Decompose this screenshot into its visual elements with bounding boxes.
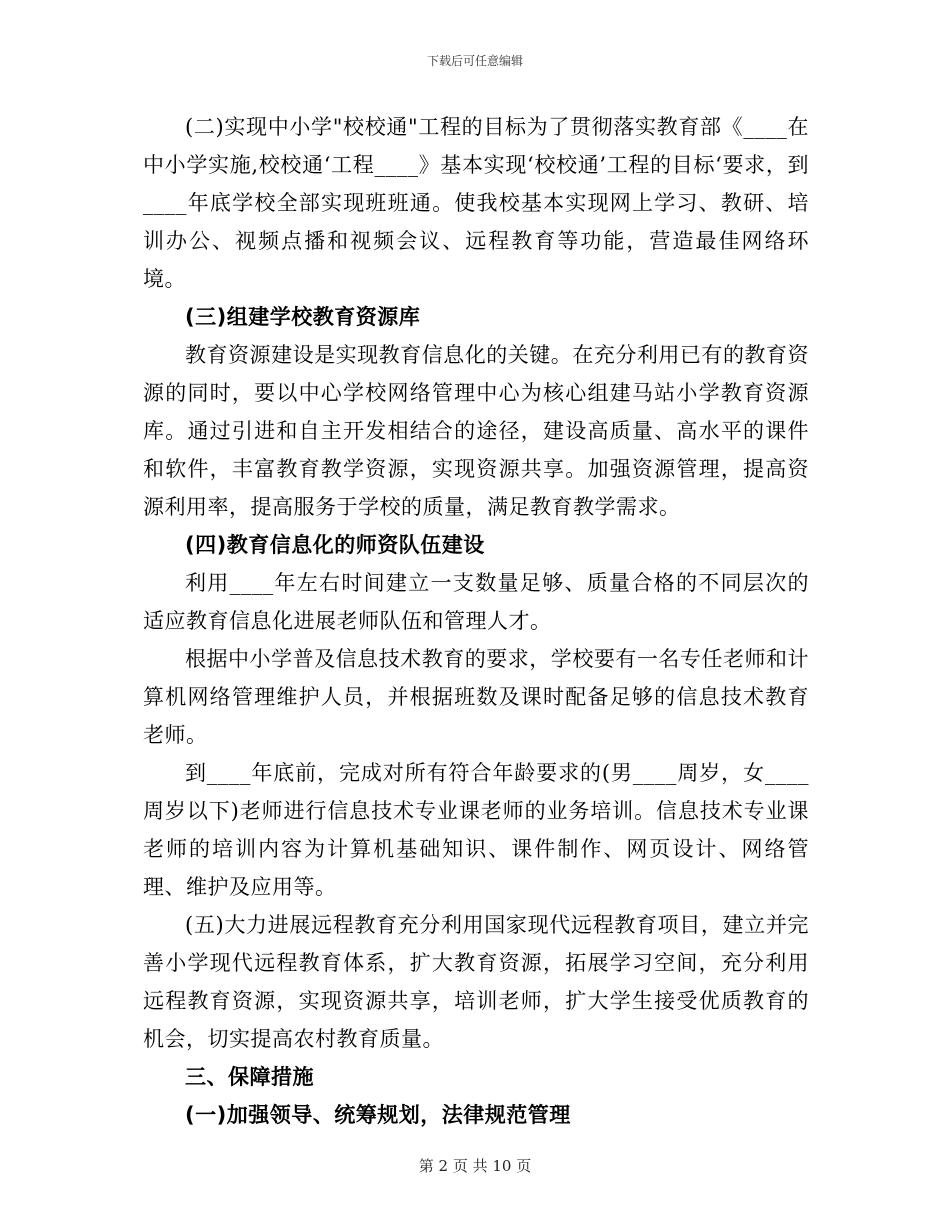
section-heading-leadership: (一)加强领导、统筹规划，法律规范管理	[185, 1103, 571, 1127]
page-header-note: 下载后可任意编辑	[426, 54, 523, 68]
paragraph-teacher-training: 到____年底前，完成对所有符合年龄要求的(男____周岁，女____周岁以下)老师进行信息技术专业课老师的业务培训。信息技术专业课老师的培训内容为计算机基础知识、课件制作、网页设计、网络管理、维护及应用等。	[143, 761, 809, 899]
paragraph-teacher-staffing: 根据中小学普及信息技术教育的要求，学校要有一名专任老师和计算机网络管理维护人员，并根据班数及课时配备足够的信息技术教育老师。	[143, 647, 809, 747]
section-heading-safeguards: 三、保障措施	[185, 1065, 314, 1089]
section-heading-resource-library: (三)组建学校教育资源库	[185, 305, 421, 329]
paragraph-resource-library: 教育资源建设是实现教育信息化的关键。在充分利用已有的教育资源的同时，要以中心学校网络管理中心为核心组建马站小学教育资源库。通过引进和自主开发相结合的途径，建设高质量、高水平的课件和软件，丰富教育教学资源，实现资源共享。加强资源管理，提高资源利用率，提高服务于学校的质量，满足教育教学需求。	[143, 343, 809, 519]
paragraph-goal-xiaoxiaotong: (二)实现中小学"校校通"工程的目标为了贯彻落实教育部《____在中小学实施,校校通‘工程____》基本实现‘校校通’工程的目标‘要求，到____年底学校全部实现班班通。使我校基本实现网上学习、教研、培训办公、视频点播和视频会议、远程教育等功能，营造最佳网络环境。	[143, 115, 809, 291]
paragraph-teacher-team-goal: 利用____年左右时间建立一支数量足够、质量合格的不同层次的适应教育信息化进展老师队伍和管理人才。	[143, 571, 809, 633]
paragraph-remote-education: (五)大力进展远程教育充分利用国家现代远程教育项目，建立并完善小学现代远程教育体系，扩大教育资源，拓展学习空间，充分利用远程教育资源，实现资源共享，培训老师，扩大学生接受优质教育的机会，切实提高农村教育质量。	[143, 913, 809, 1051]
document-body	[143, 108, 809, 1134]
section-heading-teacher-team: (四)教育信息化的师资队伍建设	[185, 533, 485, 557]
page-number-footer: 第 2 页 共 10 页	[418, 1157, 532, 1175]
